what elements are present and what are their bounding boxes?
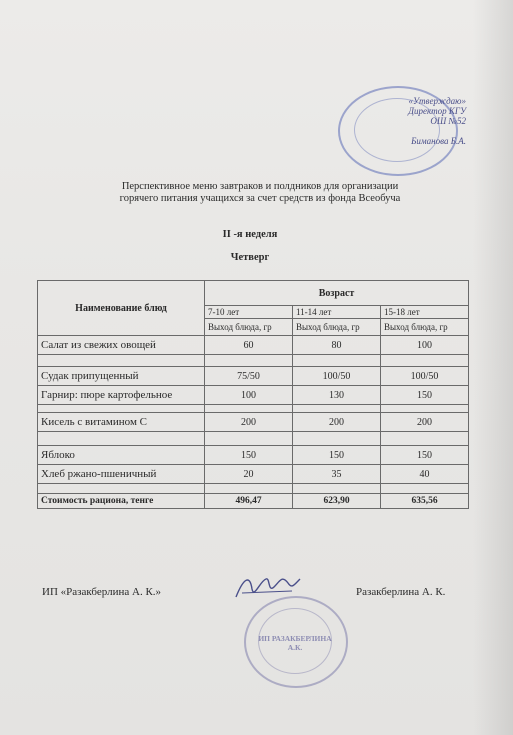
signature-right-label: Разакберлина А. К. [356,586,446,598]
table-row [38,336,469,355]
portion-15-18: 150 [381,446,469,465]
approval-line-4: Биманова Б.А. [411,136,466,146]
portion-11-14: 35 [293,465,381,484]
document-title [60,181,460,205]
portion-11-14: 150 [293,446,381,465]
yield-header-1: Выход блюда, гр [205,319,293,336]
signature-left-label: ИП «Разакберлина А. К.» [42,586,162,598]
dish-name: Гарнир: пюре картофельное [38,386,205,405]
total-7-10: 496,47 [205,494,293,509]
portion-15-18: 200 [381,413,469,432]
approval-block [376,96,466,146]
day-label: Четверг [230,252,270,263]
table-row [38,386,469,405]
portion-15-18: 150 [381,386,469,405]
dish-name: Салат из свежих овощей [38,336,205,355]
yield-header-3: Выход блюда, гр [381,319,469,336]
portion-7-10: 20 [205,465,293,484]
table-row [38,413,469,432]
total-row [38,494,469,509]
table-row [38,367,469,386]
portion-7-10: 60 [205,336,293,355]
approval-line-1: «Утверждаю» [408,96,466,106]
dish-name-header: Наименование блюд [38,281,205,336]
seal-stamp-text: ИП РАЗАКБЕРЛИНА А.К. [258,634,332,652]
yield-header-2: Выход блюда, гр [293,319,381,336]
title-line-2: горячего питания учащихся за счет средств из фонда Всеобуча [119,193,401,204]
portion-11-14: 200 [293,413,381,432]
portion-15-18: 100/50 [381,367,469,386]
dish-name: Хлеб ржано-пшеничный [38,465,205,484]
age-header: Возраст [205,281,469,306]
portion-11-14: 130 [293,386,381,405]
portion-15-18: 100 [381,336,469,355]
approval-line-3: ОШ №52 [430,116,466,126]
dish-name: Кисель с витамином С [38,413,205,432]
table-row [38,465,469,484]
approval-line-2: Директор КГУ [408,106,466,116]
portion-7-10: 75/50 [205,367,293,386]
page-shadow [473,0,513,735]
portion-11-14: 80 [293,336,381,355]
age-group-2: 11-14 лет [293,306,381,319]
portion-7-10: 100 [205,386,293,405]
portion-15-18: 40 [381,465,469,484]
portion-7-10: 150 [205,446,293,465]
dish-name: Судак припущенный [38,367,205,386]
title-line-1: Перспективное меню завтраков и полдников для организации [121,181,399,192]
total-label: Стоимость рациона, тенге [38,494,205,509]
week-label: II -я неделя [222,229,278,240]
table-row [38,446,469,465]
portion-11-14: 100/50 [293,367,381,386]
dish-name: Яблоко [38,446,205,465]
total-15-18: 635,56 [381,494,469,509]
portion-7-10: 200 [205,413,293,432]
age-group-1: 7-10 лет [205,306,293,319]
menu-table [37,280,469,509]
age-group-3: 15-18 лет [381,306,469,319]
total-11-14: 623,90 [293,494,381,509]
